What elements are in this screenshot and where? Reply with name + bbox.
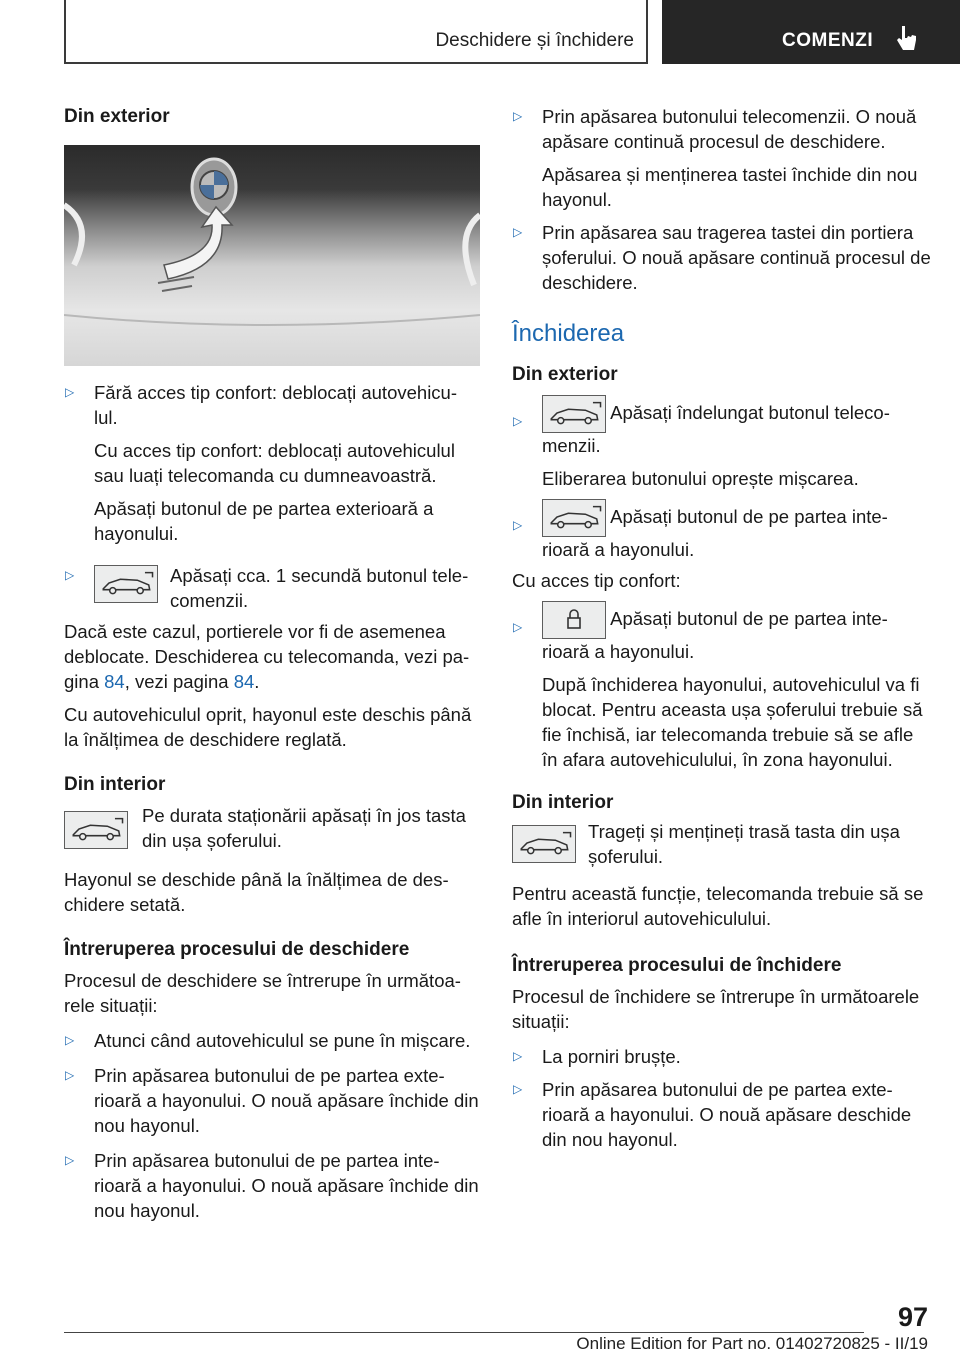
bmw-trunk-lid-arrow-illustration xyxy=(64,145,480,366)
bullet-icon: ▷ xyxy=(65,1153,75,1167)
heading-interrupt-closing: Întreruperea procesului de închidere xyxy=(512,955,842,976)
bullet-icon: ▷ xyxy=(513,414,523,428)
chapter-title: COMENZI xyxy=(782,30,874,51)
paragraph: Cu acces tip confort: xyxy=(512,570,681,591)
page-number: 97 xyxy=(897,1302,928,1332)
list-item: ▷ Atunci când autovehiculul se pune în mișcare. xyxy=(65,1030,471,1051)
list-item: ▷ Prin apăsarea butonului telecomenzii. O nouă apăsare continuă procesul de deschidere. Apăsarea și menținerea tastei închide din nou hayonul. xyxy=(513,106,918,210)
car-trunk-button-icon xyxy=(64,811,128,849)
bullet-icon: ▷ xyxy=(65,568,75,582)
pointing-hand-icon xyxy=(894,24,920,54)
footer-divider xyxy=(64,1332,864,1333)
list-item: ▷ Apăsați cca. 1 secundă butonul tele-comenzii. xyxy=(65,565,469,611)
section-title: Deschidere și închidere xyxy=(435,30,634,51)
lock-button-icon xyxy=(542,601,606,639)
heading-from-outside: Din exterior xyxy=(512,364,618,385)
paragraph: Hayonul se deschide până la înălțimea de des-chidere setată. xyxy=(64,869,449,915)
heading-from-inside: Din interior xyxy=(64,774,166,795)
bullet-icon: ▷ xyxy=(513,1082,523,1096)
car-trunk-button-icon xyxy=(542,395,606,433)
list-item: ▷ Prin apăsarea butonului de pe partea inte-rioară a hayonului. O nouă apăsare închide din nou hayonul. xyxy=(65,1150,479,1221)
interior-row: Trageți și mențineți trasă tasta din ușa șoferului. xyxy=(512,819,932,869)
paragraph: Cu autovehiculul oprit, hayonul este deschis până la înălțimea de deschidere reglată. xyxy=(64,704,472,750)
list-item: ▷ Fără acces tip confort: deblocați autovehicu-lul. Cu acces tip confort: deblocați autovehiculul sau luați telecomanda cu dumneavoastră. Apăsați butonul de pe partea exterioară a hayonului. xyxy=(65,382,457,544)
list-item: ▷ Prin apăsarea butonului de pe partea exte-rioară a hayonului. O nouă apăsare deschide din nou hayonul. xyxy=(513,1079,912,1150)
bullet-icon: ▷ xyxy=(65,1068,75,1082)
right-column xyxy=(512,100,932,1152)
bullet-icon: ▷ xyxy=(513,1049,523,1063)
car-trunk-button-icon xyxy=(94,565,158,603)
heading-from-outside: Din exterior xyxy=(64,106,170,127)
list-item: ▷ Prin apăsarea sau tragerea tastei din portiera șoferului. O nouă apăsare continuă procesul de deschidere. xyxy=(513,222,931,293)
bullet-icon: ▷ xyxy=(513,109,523,123)
chapter-tab[interactable] xyxy=(662,0,960,64)
list-item: ▷ La porniri brușțe. xyxy=(513,1046,681,1067)
heading-closing: Închiderea xyxy=(512,320,625,347)
paragraph: Procesul de deschidere se întrerupe în următoa-rele situații: xyxy=(64,970,461,1016)
heading-from-inside: Din interior xyxy=(512,792,614,813)
bullet-icon: ▷ xyxy=(513,225,523,239)
bullet-icon: ▷ xyxy=(65,1033,75,1047)
car-trunk-button-icon xyxy=(542,499,606,537)
car-trunk-button-icon xyxy=(512,825,576,863)
list-item: ▷ Apăsați butonul de pe partea inte-rioară a hayonului. După închiderea hayonului, autovehiculul va fi blocat. Pentru aceasta ușa șoferului trebuie să fie închisă, iar telecomanda trebuie să se afle în afara autovehiculului, în zona hayonului. xyxy=(512,601,932,772)
trunk-photo xyxy=(64,145,480,366)
page-link[interactable]: 84 xyxy=(104,671,125,692)
list-item: ▷ Apăsați îndelungat butonul teleco-menzii. Eliberarea butonului oprește mișcarea. xyxy=(512,395,932,491)
paragraph: Dacă este cazul, portierele vor fi de asemenea deblocate. Deschiderea cu telecomanda, vezi pa-gina 84, vezi pagina 84. xyxy=(64,621,470,692)
paragraph: Procesul de închidere se întrerupe în următoarele situații: xyxy=(512,986,920,1032)
heading-interrupt-opening: Întreruperea procesului de deschidere xyxy=(64,939,410,960)
list-item: ▷ Apăsați butonul de pe partea inte-rioară a hayonului. xyxy=(512,499,932,562)
bullet-icon: ▷ xyxy=(513,518,523,532)
list-item: ▷ Prin apăsarea butonului de pe partea exte-rioară a hayonului. O nouă apăsare închide din nou hayonul. xyxy=(65,1065,479,1136)
edition-footer: Online Edition for Part no. 01402720825 - II/19 xyxy=(576,1334,928,1353)
bullet-icon: ▷ xyxy=(65,385,75,399)
left-column xyxy=(64,100,480,1223)
interior-row: Pe durata staționării apăsați în jos tasta din ușa șoferului. xyxy=(64,803,480,853)
bullet-icon: ▷ xyxy=(513,620,523,634)
section-header xyxy=(64,0,648,64)
paragraph: Pentru această funcție, telecomanda trebuie să se afle în interiorul autovehiculului. xyxy=(512,883,924,929)
page-link[interactable]: 84 xyxy=(233,671,255,692)
